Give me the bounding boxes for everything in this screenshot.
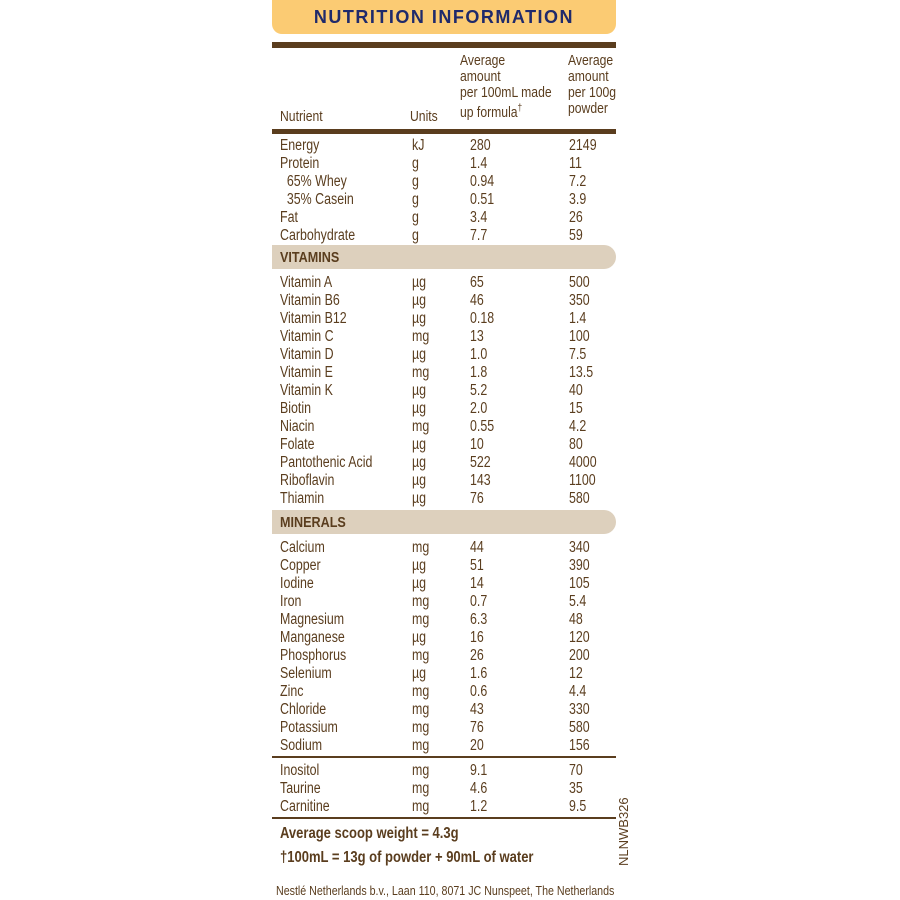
vitamin-row xyxy=(272,490,616,508)
minerals-band xyxy=(272,510,616,534)
nutrient-name: Biotin xyxy=(280,400,312,417)
minerals-heading: MINERALS xyxy=(280,514,346,531)
nutrient-row xyxy=(272,191,616,209)
header-per-100g-line: powder xyxy=(568,101,608,117)
minerals-table xyxy=(272,539,616,755)
unit-cell: µg xyxy=(412,382,427,399)
per-100g-value: 2149 xyxy=(569,137,597,154)
nutrient-name: 35% Casein xyxy=(280,191,354,208)
per-100ml-value: 10 xyxy=(470,436,484,453)
main-nutrients xyxy=(272,137,616,245)
unit-cell: mg xyxy=(412,328,430,345)
nutrient-name: Carnitine xyxy=(280,798,330,815)
nutrient-name: Protein xyxy=(280,155,320,172)
mineral-row xyxy=(272,647,616,665)
per-100g-value: 100 xyxy=(569,328,590,345)
mineral-row xyxy=(272,665,616,683)
per-100g-value: 70 xyxy=(569,762,583,779)
nutrient-name: Zinc xyxy=(280,683,304,700)
mineral-row xyxy=(272,539,616,557)
nutrient-name: Folate xyxy=(280,436,315,453)
header-per-100g-line: per 100g xyxy=(568,85,617,101)
vitamin-row xyxy=(272,310,616,328)
unit-cell: g xyxy=(412,155,419,172)
unit-cell: mg xyxy=(412,798,430,815)
header-per-100ml-line: Average xyxy=(460,53,506,69)
unit-cell: mg xyxy=(412,593,430,610)
vitamin-row xyxy=(272,472,616,490)
nutrient-row xyxy=(272,227,616,245)
per-100ml-value: 0.18 xyxy=(470,310,495,327)
nutrient-row xyxy=(272,137,616,155)
per-100g-value: 12 xyxy=(569,665,583,682)
unit-cell: mg xyxy=(412,780,430,797)
panel-title: NUTRITION INFORMATION xyxy=(272,0,616,34)
per-100g-value: 580 xyxy=(569,490,590,507)
per-100g-value: 1.4 xyxy=(569,310,587,327)
dagger-mark: † xyxy=(517,103,523,114)
unit-cell: µg xyxy=(412,629,427,646)
unit-cell: mg xyxy=(412,539,430,556)
nutrient-row xyxy=(272,173,616,191)
per-100ml-value: 1.8 xyxy=(470,364,488,381)
per-100g-value: 120 xyxy=(569,629,590,646)
unit-cell: mg xyxy=(412,364,430,381)
nutrient-name: Vitamin B6 xyxy=(280,292,340,309)
unit-cell: g xyxy=(412,227,419,244)
per-100ml-value: 1.2 xyxy=(470,798,488,815)
per-100ml-value: 4.6 xyxy=(470,780,488,797)
manufacturer-address: Nestlé Netherlands b.v., Laan 110, 8071 JC Nunspeet, The Netherlands xyxy=(276,883,615,898)
unit-cell: g xyxy=(412,173,419,190)
per-100ml-value: 7.7 xyxy=(470,227,488,244)
nutrient-row xyxy=(272,155,616,173)
nutrient-name: Fat xyxy=(280,209,298,226)
mineral-row xyxy=(272,557,616,575)
unit-cell: g xyxy=(412,209,419,226)
mineral-row xyxy=(272,719,616,737)
unit-cell: mg xyxy=(412,611,430,628)
header-per-100g-line: Average xyxy=(568,53,614,69)
nutrient-name: Magnesium xyxy=(280,611,345,628)
unit-cell: mg xyxy=(412,762,430,779)
scoop-note: Average scoop weight = 4.3g xyxy=(280,825,459,842)
header-per-100g-line: amount xyxy=(568,69,609,85)
unit-cell: mg xyxy=(412,647,430,664)
per-100g-value: 35 xyxy=(569,780,583,797)
per-100g-value: 3.9 xyxy=(569,191,587,208)
per-100g-value: 80 xyxy=(569,436,583,453)
header-units: Units xyxy=(410,109,438,125)
nutrient-row xyxy=(272,209,616,227)
vitamin-row xyxy=(272,382,616,400)
nutrient-name: Chloride xyxy=(280,701,327,718)
unit-cell: g xyxy=(412,191,419,208)
per-100ml-value: 51 xyxy=(470,557,484,574)
mineral-row xyxy=(272,737,616,755)
per-100ml-value: 65 xyxy=(470,274,484,291)
other-row xyxy=(272,798,616,816)
per-100ml-value: 0.7 xyxy=(470,593,488,610)
unit-cell: µg xyxy=(412,490,427,507)
vitamins-heading: VITAMINS xyxy=(280,249,340,266)
nutrient-name: Taurine xyxy=(280,780,321,797)
vitamin-row xyxy=(272,436,616,454)
vitamin-row xyxy=(272,418,616,436)
product-code: NLNWB326 xyxy=(616,797,631,866)
per-100ml-value: 44 xyxy=(470,539,484,556)
per-100g-value: 26 xyxy=(569,209,583,226)
per-100ml-value: 43 xyxy=(470,701,484,718)
per-100ml-value: 0.55 xyxy=(470,418,495,435)
nutrient-name: Phosphorus xyxy=(280,647,347,664)
unit-cell: µg xyxy=(412,472,427,489)
nutrient-name: Thiamin xyxy=(280,490,325,507)
nutrient-name: Niacin xyxy=(280,418,315,435)
unit-cell: µg xyxy=(412,454,427,471)
unit-cell: kJ xyxy=(412,137,425,154)
per-100ml-value: 2.0 xyxy=(470,400,488,417)
nutrient-name: Inositol xyxy=(280,762,320,779)
nutrient-name: Vitamin E xyxy=(280,364,333,381)
per-100g-value: 59 xyxy=(569,227,583,244)
nutrient-name: 65% Whey xyxy=(280,173,347,190)
other-nutrients xyxy=(272,762,616,816)
unit-cell: mg xyxy=(412,701,430,718)
top-rule xyxy=(272,42,616,48)
nutrient-name: Vitamin D xyxy=(280,346,334,363)
unit-cell: mg xyxy=(412,737,430,754)
unit-cell: µg xyxy=(412,436,427,453)
header-per-100ml xyxy=(460,53,561,121)
mineral-row xyxy=(272,611,616,629)
per-100g-value: 5.4 xyxy=(569,593,587,610)
per-100g-value: 48 xyxy=(569,611,583,628)
header-rule xyxy=(272,129,616,134)
bottom-rule xyxy=(272,817,616,819)
vitamin-row xyxy=(272,346,616,364)
per-100g-value: 156 xyxy=(569,737,590,754)
vitamin-row xyxy=(272,292,616,310)
per-100g-value: 7.2 xyxy=(569,173,587,190)
mineral-row xyxy=(272,683,616,701)
nutrient-name: Vitamin C xyxy=(280,328,334,345)
per-100g-value: 340 xyxy=(569,539,590,556)
per-100ml-value: 1.6 xyxy=(470,665,488,682)
per-100ml-value: 1.0 xyxy=(470,346,488,363)
nutrient-name: Pantothenic Acid xyxy=(280,454,373,471)
per-100ml-value: 9.1 xyxy=(470,762,488,779)
unit-cell: mg xyxy=(412,418,430,435)
vitamins-table xyxy=(272,274,616,508)
per-100g-value: 9.5 xyxy=(569,798,587,815)
nutrient-name: Energy xyxy=(280,137,320,154)
nutrient-name: Copper xyxy=(280,557,321,574)
per-100g-value: 4000 xyxy=(569,454,597,471)
unit-cell: µg xyxy=(412,665,427,682)
unit-cell: µg xyxy=(412,292,427,309)
unit-cell: mg xyxy=(412,683,430,700)
per-100g-value: 40 xyxy=(569,382,583,399)
per-100ml-value: 16 xyxy=(470,629,484,646)
per-100ml-value: 6.3 xyxy=(470,611,488,628)
vitamin-row xyxy=(272,364,616,382)
nutrient-name: Manganese xyxy=(280,629,345,646)
per-100ml-value: 5.2 xyxy=(470,382,488,399)
mineral-row xyxy=(272,593,616,611)
per-100g-value: 330 xyxy=(569,701,590,718)
vitamin-row xyxy=(272,328,616,346)
nutrient-name: Iron xyxy=(280,593,302,610)
per-100ml-value: 76 xyxy=(470,719,484,736)
per-100g-value: 390 xyxy=(569,557,590,574)
per-100g-value: 105 xyxy=(569,575,590,592)
per-100ml-value: 14 xyxy=(470,575,484,592)
per-100ml-value: 76 xyxy=(470,490,484,507)
nutrient-name: Calcium xyxy=(280,539,325,556)
per-100ml-value: 13 xyxy=(470,328,484,345)
unit-cell: µg xyxy=(412,575,427,592)
nutrient-name: Sodium xyxy=(280,737,323,754)
header-nutrient: Nutrient xyxy=(280,109,323,125)
nutrient-name: Carbohydrate xyxy=(280,227,356,244)
per-100ml-value: 20 xyxy=(470,737,484,754)
unit-cell: µg xyxy=(412,346,427,363)
unit-cell: µg xyxy=(412,400,427,417)
per-100g-value: 1100 xyxy=(569,472,596,489)
unit-cell: µg xyxy=(412,310,427,327)
nutrient-name: Vitamin B12 xyxy=(280,310,347,327)
per-100g-value: 4.2 xyxy=(569,418,587,435)
header-per-100ml-line xyxy=(460,101,561,121)
per-100ml-value: 0.94 xyxy=(470,173,495,190)
per-100g-value: 15 xyxy=(569,400,583,417)
unit-cell: mg xyxy=(412,719,430,736)
per-100ml-value: 143 xyxy=(470,472,491,489)
header-per-100ml-line: per 100mL made xyxy=(460,85,552,101)
per-100g-value: 11 xyxy=(569,155,582,172)
nutrition-panel xyxy=(272,0,618,900)
per-100ml-value: 46 xyxy=(470,292,484,309)
other-row xyxy=(272,780,616,798)
nutrient-name: Selenium xyxy=(280,665,332,682)
per-100ml-value: 0.6 xyxy=(470,683,488,700)
vitamin-row xyxy=(272,454,616,472)
per-100ml-value: 0.51 xyxy=(470,191,495,208)
header-per-100g xyxy=(568,53,627,117)
nutrient-name: Vitamin A xyxy=(280,274,333,291)
mineral-row xyxy=(272,575,616,593)
per-100ml-value: 280 xyxy=(470,137,491,154)
per-100g-value: 500 xyxy=(569,274,590,291)
nutrient-name: Iodine xyxy=(280,575,314,592)
minerals-rule xyxy=(272,756,616,758)
nutrient-name: Riboflavin xyxy=(280,472,335,489)
unit-cell: µg xyxy=(412,557,427,574)
header-per-100ml-text: up formula xyxy=(460,104,518,121)
mineral-row xyxy=(272,701,616,719)
per-100g-value: 13.5 xyxy=(569,364,594,381)
mineral-row xyxy=(272,629,616,647)
vitamin-row xyxy=(272,400,616,418)
per-100g-value: 200 xyxy=(569,647,590,664)
header-per-100ml-line: amount xyxy=(460,69,501,85)
other-row xyxy=(272,762,616,780)
per-100ml-value: 3.4 xyxy=(470,209,488,226)
per-100g-value: 7.5 xyxy=(569,346,587,363)
per-100ml-value: 1.4 xyxy=(470,155,488,172)
nutrient-name: Vitamin K xyxy=(280,382,333,399)
vitamin-row xyxy=(272,274,616,292)
vitamins-band xyxy=(272,245,616,269)
per-100ml-value: 522 xyxy=(470,454,491,471)
nutrient-name: Potassium xyxy=(280,719,338,736)
per-100g-value: 350 xyxy=(569,292,590,309)
per-100g-value: 580 xyxy=(569,719,590,736)
per-100ml-value: 26 xyxy=(470,647,484,664)
per-100g-value: 4.4 xyxy=(569,683,587,700)
serving-note: †100mL = 13g of powder + 90mL of water xyxy=(280,849,534,866)
unit-cell: µg xyxy=(412,274,427,291)
